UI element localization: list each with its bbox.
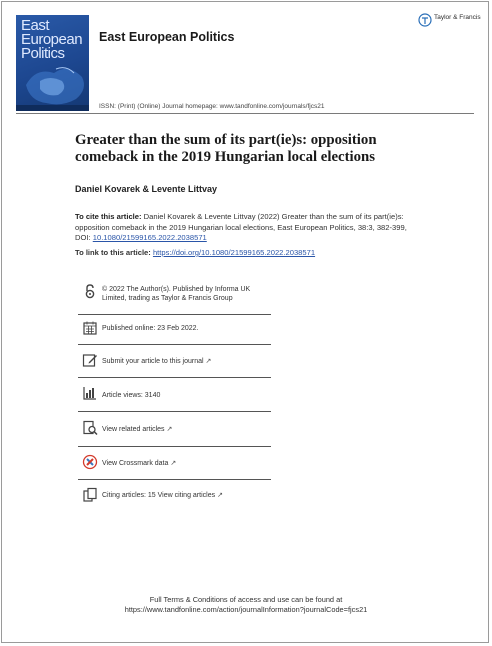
terms-url[interactable]: https://www.tandfonline.com/action/journalInformation?journalCode=fjcs21: [124, 605, 368, 614]
published-date: Published online: 23 Feb 2022.: [102, 325, 199, 332]
taylor-francis-logo-icon: [418, 13, 432, 27]
terms-line: Full Terms & Conditions of access and use can be found at: [149, 595, 343, 604]
views-row: [78, 385, 273, 405]
row-divider: [78, 446, 271, 447]
article-views: Article views: 3140: [102, 392, 161, 399]
doi-url-link[interactable]: https://doi.org/10.1080/21599165.2022.2038571: [152, 248, 316, 257]
cover-map-graphic: [16, 55, 89, 111]
doi-link[interactable]: 10.1080/21599165.2022.2038571: [92, 233, 207, 242]
link-block: [75, 248, 415, 257]
journal-cover-image: [16, 15, 89, 111]
edit-icon: [82, 352, 98, 368]
related-articles-icon: [82, 420, 98, 436]
crossmark-link[interactable]: View Crossmark data ↗: [102, 460, 177, 467]
row-divider: [78, 314, 271, 315]
terms-footer: [0, 595, 492, 615]
open-access-icon: [82, 283, 98, 299]
link-label: To link to this article:: [75, 248, 151, 257]
article-authors: Daniel Kovarek & Levente Littvay: [75, 184, 218, 194]
row-divider: [78, 344, 271, 345]
bar-chart-icon: [82, 385, 98, 401]
citation-block: [75, 212, 415, 244]
crossmark-row[interactable]: [78, 454, 273, 474]
published-row: [78, 320, 273, 340]
publisher-logo: [418, 13, 480, 33]
crossmark-icon: [82, 454, 98, 470]
submit-row[interactable]: [78, 352, 273, 372]
cite-label: To cite this article:: [75, 212, 142, 221]
submit-article-link[interactable]: Submit your article to this journal ↗: [102, 358, 212, 365]
citing-row[interactable]: [78, 487, 273, 507]
issn-homepage-line: ISSN: (Print) (Online) Journal homepage: www.tandfonline.com/journals/fjcs21: [99, 103, 325, 110]
related-articles-link[interactable]: View related articles ↗: [102, 426, 173, 433]
row-divider: [78, 479, 271, 480]
calendar-icon: [82, 320, 98, 336]
article-title: Greater than the sum of its part(ie)s: opposition comeback in the 2019 Hungarian local elections: [75, 132, 377, 165]
citing-articles-link[interactable]: Citing articles: 15 View citing articles ↗: [102, 492, 223, 499]
row-divider: [78, 411, 271, 412]
cover-footer-band: [16, 105, 89, 111]
license-text: © 2022 The Author(s). Published by Informa UK Limited, trading as Taylor & Francis Group: [102, 286, 251, 302]
external-link-icon: ↗: [170, 460, 177, 467]
cover-title: East European Politics: [21, 17, 83, 62]
external-link-icon: ↗: [166, 426, 173, 433]
related-row[interactable]: [78, 420, 273, 440]
external-link-icon: ↗: [217, 492, 223, 499]
cite-text: Daniel Kovarek & Levente Littvay (2022) Greater than the sum of its part(ie)s: opposition comeback in the 2019 Hungarian local elections, East European Politics, 38:3, 382-399, DOI:: [75, 212, 407, 242]
journal-name[interactable]: East European Politics: [99, 30, 235, 44]
external-link-icon: ↗: [205, 358, 212, 365]
header-divider: [16, 113, 474, 114]
publisher-logo-text: Taylor & Francis: [434, 14, 481, 21]
row-divider: [78, 377, 271, 378]
citing-articles-icon: [82, 487, 98, 503]
